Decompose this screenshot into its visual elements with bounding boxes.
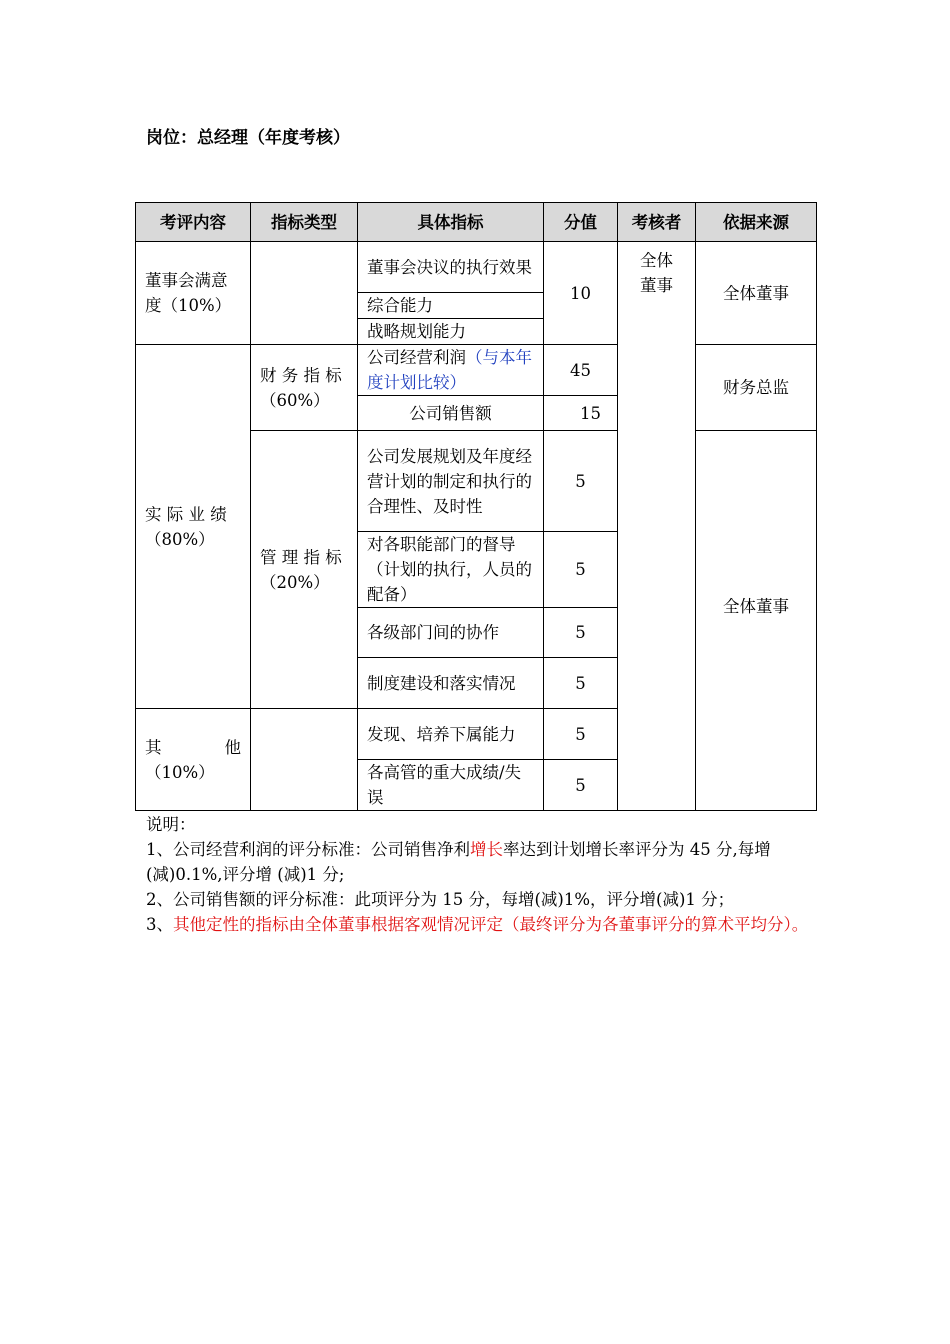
page-title: 岗位：总经理（年度考核） [146, 128, 350, 148]
notes-section [146, 812, 811, 937]
others-label-b: 他 [224, 737, 241, 757]
notes-heading: 说明： [146, 815, 196, 834]
note-3-number: 3、 [146, 915, 173, 934]
indicator-cell: 各级部门间的协作 [358, 608, 544, 658]
others-label-a: 其 [145, 737, 162, 757]
indicator-cell: 发现、培养下属能力 [358, 709, 544, 760]
assessor-cell [618, 242, 696, 811]
profit-label: 公司经营利润 [367, 348, 466, 367]
type-management: 管 理 指 标（20%） [251, 431, 358, 709]
score-cell: 5 [544, 532, 618, 608]
indicator-cell: 制度建设和落实情况 [358, 658, 544, 709]
header-content: 考评内容 [136, 203, 251, 242]
score-cell: 5 [544, 431, 618, 532]
content-performance: 实 际 业 绩（80%） [136, 345, 251, 709]
table-row [136, 242, 817, 293]
indicator-cell [358, 345, 544, 396]
score-cell [544, 396, 618, 431]
indicator-cell: 对各职能部门的督导（计划的执行，人员的配备） [358, 532, 544, 608]
note-3 [146, 912, 811, 937]
score-cell: 5 [544, 658, 618, 709]
note-1-text-a: 1、公司经营利润的评分标准：公司销售净利 [146, 840, 470, 859]
content-others [136, 709, 251, 811]
indicator-cell: 董事会决议的执行效果 [358, 242, 544, 293]
indicator-cell: 各高管的重大成绩/失误 [358, 760, 544, 811]
score-cell: 5 [544, 608, 618, 658]
note-2: 2、公司销售额的评分标准：此项评分为 15 分，每增(减)1%，评分增(减)1 分； [146, 890, 735, 909]
assessor-text: 全体董事 [640, 251, 673, 295]
score-cell: 5 [544, 760, 618, 811]
note-1-highlight: 增长 [470, 840, 503, 859]
type-empty [251, 709, 358, 811]
header-score: 分值 [544, 203, 618, 242]
indicator-cell: 综合能力 [358, 293, 544, 319]
indicator-cell: 公司发展规划及年度经营计划的制定和执行的合理性、及时性 [358, 431, 544, 532]
header-assessor: 考核者 [618, 203, 696, 242]
note-1-text-b: 率达到计划增长率评分为 45 分,每增(减)0.1%,评分增 (减)1 分; [146, 840, 771, 884]
others-weight: （10%） [145, 762, 215, 782]
score-cell: 45 [544, 345, 618, 396]
type-empty [251, 242, 358, 345]
header-indicator: 具体指标 [358, 203, 544, 242]
score-text: 15 [580, 403, 601, 423]
score-cell: 10 [544, 242, 618, 345]
type-finance: 财 务 指 标（60%） [251, 345, 358, 431]
source-text: 全体董事 [723, 597, 789, 616]
source-cell: 财务总监 [696, 345, 817, 431]
table-header-row [136, 203, 817, 242]
table-row [136, 345, 817, 396]
evaluation-table [135, 202, 817, 811]
score-cell: 5 [544, 709, 618, 760]
indicator-cell: 公司销售额 [358, 396, 544, 431]
profit-note: （与本年度计划比较） [367, 348, 532, 392]
note-3-text: 其他定性的指标由全体董事根据客观情况评定（最终评分为各董事评分的算术平均分）。 [173, 915, 809, 934]
note-1 [146, 837, 811, 887]
header-type: 指标类型 [251, 203, 358, 242]
indicator-cell: 战略规划能力 [358, 319, 544, 345]
source-cell: 全体董事 [696, 242, 817, 345]
content-board-satisfaction: 董事会满意度（10%） [136, 242, 251, 345]
others-label [145, 735, 241, 760]
header-source: 依据来源 [696, 203, 817, 242]
source-cell [696, 431, 817, 811]
